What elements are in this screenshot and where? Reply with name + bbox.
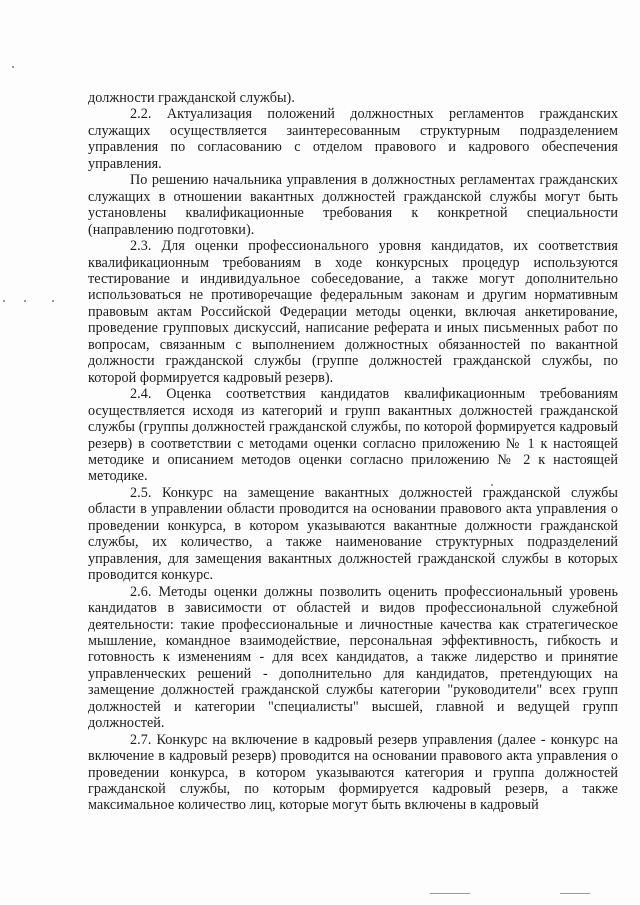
paragraph-2-6: 2.6. Методы оценки должны позволить оценить профессиональный уровень кандидатов в зависимости от областей и видов профессиональной служебной деятельности: такие профессиональные и личностные качества как стратегическое мышление, командное взаимодействие, персональная эффективность, гибкость и готовность к изменениям - для всех кандидатов, а также лидерство и принятие управленческих решений - дополнительно для кандидатов, претендующих на замещение должностей гражданской службы категории "руководители" всех групп должностей и категории "специалисты" высшей, главной и ведущей групп должностей. xyxy=(88,583,618,732)
paragraph-2-4: 2.4. Оценка соответствия кандидатов квалификационным требованиям осуществляется исходя из категорий и групп вакантных должностей гражданской службы (группы должностей гражданской службы, по которой формируется кадровый резерв) в соответствии с методами оценки согласно приложению № 1 к настоящей методике и описанием методов оценки согласно приложению № 2 к настоящей методике. xyxy=(88,386,618,485)
paragraph-requirements: По решению начальника управления в должностных регламентах гражданских служащих в отношении вакантных должностей гражданской службы могут быть установлены квалификационные требования к конкретной специальности (направлению подготовки). xyxy=(88,172,618,238)
scan-speck xyxy=(3,300,5,302)
scan-speck xyxy=(24,300,26,302)
scan-edge-line xyxy=(560,893,590,894)
paragraph-2-7: 2.7. Конкурс на включение в кадровый резерв управления (далее - конкурс на включение в кадровый резерв) проводится на основании правового акта управления о проведении конкурса, в котором указываются категория и группа должностей гражданской службы, по которым формируется кадровый резерв, а также максимальное количество лиц, которые могут быть включены в кадровый xyxy=(88,731,618,814)
scan-edge-line xyxy=(430,893,470,894)
paragraph-2-2: 2.2. Актуализация положений должностных регламентов гражданских служащих осуществляется заинтересованным структурным подразделением управления по согласованию с отделом правового и кадрового обеспечения управления. xyxy=(88,106,618,172)
scan-speck xyxy=(52,300,54,302)
paragraph-continuation: должности гражданской службы). xyxy=(88,90,295,106)
paragraph-2-5: 2.5. Конкурс на замещение вакантных должностей гражданской службы области в управлении области проводится на основании правового акта управления о проведении конкурса, в котором указываются вакантные должности гражданской службы, их количество, а также наименование структурных подразделений управления, для замещения вакантных должностей гражданской службы в которых проводится конкурс. xyxy=(88,484,618,584)
scan-speck xyxy=(12,66,14,68)
paragraph-2-3: 2.3. Для оценки профессионального уровня кандидатов, их соответствия квалификационным требованиям в ходе конкурсных процедур используются тестирование и индивидуальное собеседование, а также могут дополнительно использоваться не противоречащие федеральным законам и другим нормативным правовым актам Российской Федерации методы оценки, включая анкетирование, проведение групповых дискуссий, написание реферата и иных письменных работ по вопросам, связанным с выполнением должностных обязанностей по вакантной должности гражданской службы (группе должностей гражданской службы, по которой формируется кадровый резерв). xyxy=(88,238,618,386)
document-body xyxy=(88,90,618,814)
